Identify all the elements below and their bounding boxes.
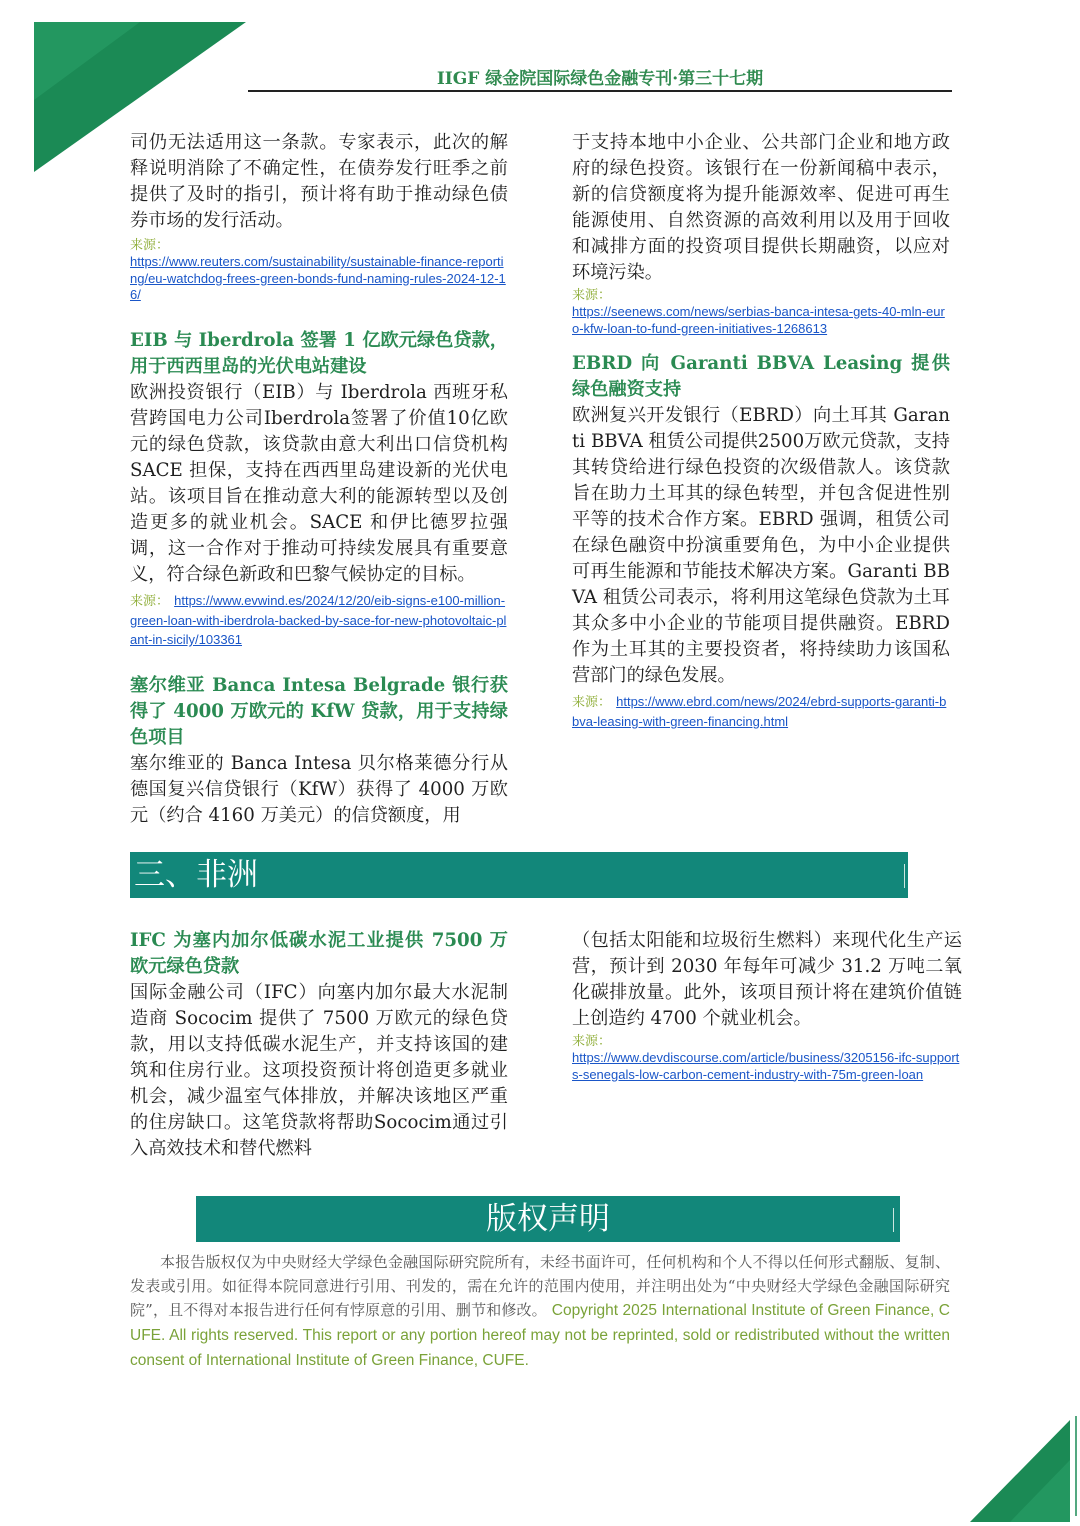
article-title: IFC 为塞内加尔低碳水泥工业提供 7500 万欧元绿色贷款: [130, 930, 508, 977]
source-label: 来源：: [572, 288, 612, 303]
article-body: 塞尔维亚的 Banca Intesa 贝尔格莱德分行从德国复兴信贷银行（KfW）获得了 4000 万欧元（约合 4160 万美元）的信贷额度，用: [130, 752, 508, 826]
article-title: EBRD 向 Garanti BBVA Leasing 提供绿色融资支持: [572, 353, 950, 400]
left-column: [130, 130, 508, 829]
article-body: 欧洲复兴开发银行（EBRD）向土耳其 Garanti BBVA 租赁公司提供2500万欧元贷款，支持其转贷给进行绿色投资的次级借款人。该贷款旨在助力土耳其的绿色转型，并包含促进性别平等的技术合作方案。EBRD 强调，租赁公司在绿色融资中扮演重要角色，为中小企业提供可再生能源和节能技术解决方案。Garanti BBVA 租赁公司表示，将利用这笔绿色贷款为土耳其众多中小企业的节能项目提供融资。EBRD 作为土耳其的主要投资者，将持续助力该国私营部门的绿色发展。: [572, 405, 950, 686]
right-column: [572, 130, 950, 731]
source-label: 来源：: [130, 593, 170, 609]
page-header-title: IIGF 绿金院国际绿色金融专刊·第三十七期: [436, 69, 764, 89]
source-link[interactable]: https://www.evwind.es/2024/12/20/eib-signs-e100-million-green-loan-with-iberdrola-backed-by-sace-for-new-photovoltaic-plant-in-sicily/103361: [130, 592, 507, 647]
bar-divider: [893, 1208, 894, 1232]
article-body-continued: 于支持本地中小企业、公共部门企业和地方政府的绿色投资。该银行在一份新闻稿中表示，新的信贷额度将为提升能源效率、促进可再生能源使用、自然资源的高效利用以及用于回收和减排方面的投资项目提供长期融资，以应对环境污染。: [572, 132, 950, 283]
article-title: 塞尔维亚 Banca Intesa Belgrade 银行获得了 4000 万欧元的 KfW 贷款，用于支持绿色项目: [130, 674, 508, 748]
copyright-heading: 版权声明: [486, 1201, 610, 1237]
source-link[interactable]: https://www.devdiscourse.com/article/business/3205156-ifc-supports-senegals-low-carbon-cement-industry-with-75m-green-loan: [572, 1050, 960, 1082]
source-link[interactable]: https://www.reuters.com/sustainability/sustainable-finance-reporting/eu-watchdog-frees-green-bonds-fund-naming-rules-2024-12-16/: [130, 254, 506, 302]
source-link[interactable]: https://www.ebrd.com/news/2024/ebrd-supports-garanti-bbva-leasing-with-green-financing.html: [572, 694, 947, 729]
header-divider: [248, 90, 952, 92]
source-link[interactable]: https://seenews.com/news/serbias-banca-intesa-gets-40-mln-euro-kfw-loan-to-fund-green-initiatives-1268613: [572, 304, 945, 336]
section-heading-bar: [130, 852, 908, 898]
copyright-notice: [130, 1250, 950, 1373]
africa-right-column: [572, 928, 962, 1083]
source-label: 来源：: [572, 1034, 612, 1049]
article-title: EIB 与 Iberdrola 签署 1 亿欧元绿色贷款，用于西西里岛的光伏电站建设: [130, 329, 508, 377]
article-body: 欧洲投资银行（EIB）与 Iberdrola 西班牙私营跨国电力公司Iberdrola签署了价值10亿欧元的绿色贷款，该贷款由意大利出口信贷机构 SACE 担保，支持在西西里岛建设新的光伏电站。该项目旨在推动意大利的能源转型以及创造更多的就业机会。SACE 和伊比德罗拉强调，这一合作对于推动可持续发展具有重要意义，符合绿色新政和巴黎气候协定的目标。: [130, 381, 508, 585]
corner-decoration-bottom-right: [960, 1416, 1080, 1526]
source-label: 来源：: [572, 695, 612, 710]
copyright-text-cn: 本报告版权仅为中央财经大学绿色金融国际研究院所有，未经书面许可，任何机构和个人不得以任何形式翻版、复制、发表或引用。如征得本院同意进行引用、刊发的，需在允许的范围内使用，并注明出处为“中央财经大学绿色金融国际研究院”，且不得对本报告进行任何有悖原意的引用、删节和修改。: [130, 1253, 950, 1319]
section-heading: 三、非洲: [134, 857, 258, 893]
bar-divider: [904, 864, 905, 888]
copyright-heading-bar: [196, 1196, 900, 1242]
article-body: 国际金融公司（IFC）向塞内加尔最大水泥制造商 Sococim 提供了 7500 万欧元的绿色贷款，用以支持低碳水泥生产，并支持该国的建筑和住房行业。这项投资预计将创造更多就业机会，减少温室气体排放，并解决该地区严重的住房缺口。这笔贷款将帮助Sococim通过引入高效技术和替代燃料: [130, 982, 508, 1159]
africa-left-column: [130, 928, 508, 1162]
intro-paragraph: 司仍无法适用这一条款。专家表示，此次的解释说明消除了不确定性，在债券发行旺季之前提供了及时的指引，预计将有助于推动绿色债券市场的发行活动。: [130, 132, 508, 231]
copyright-text-en: Copyright 2025 International Institute of Green Finance, CUFE. All rights reserved. This report or any portion hereof may not be reprinted, sold or redistributed without the written consent of International Institute of Green Finance, CUFE.: [130, 1302, 950, 1369]
source-label: 来源：: [130, 238, 170, 253]
article-body-continued: （包括太阳能和垃圾衍生燃料）来现代化生产运营，预计到 2030 年每年可减少 31.2 万吨二氧化碳排放量。此外，该项目预计将在建筑价值链上创造约 4700 个就业机会。: [572, 930, 962, 1029]
